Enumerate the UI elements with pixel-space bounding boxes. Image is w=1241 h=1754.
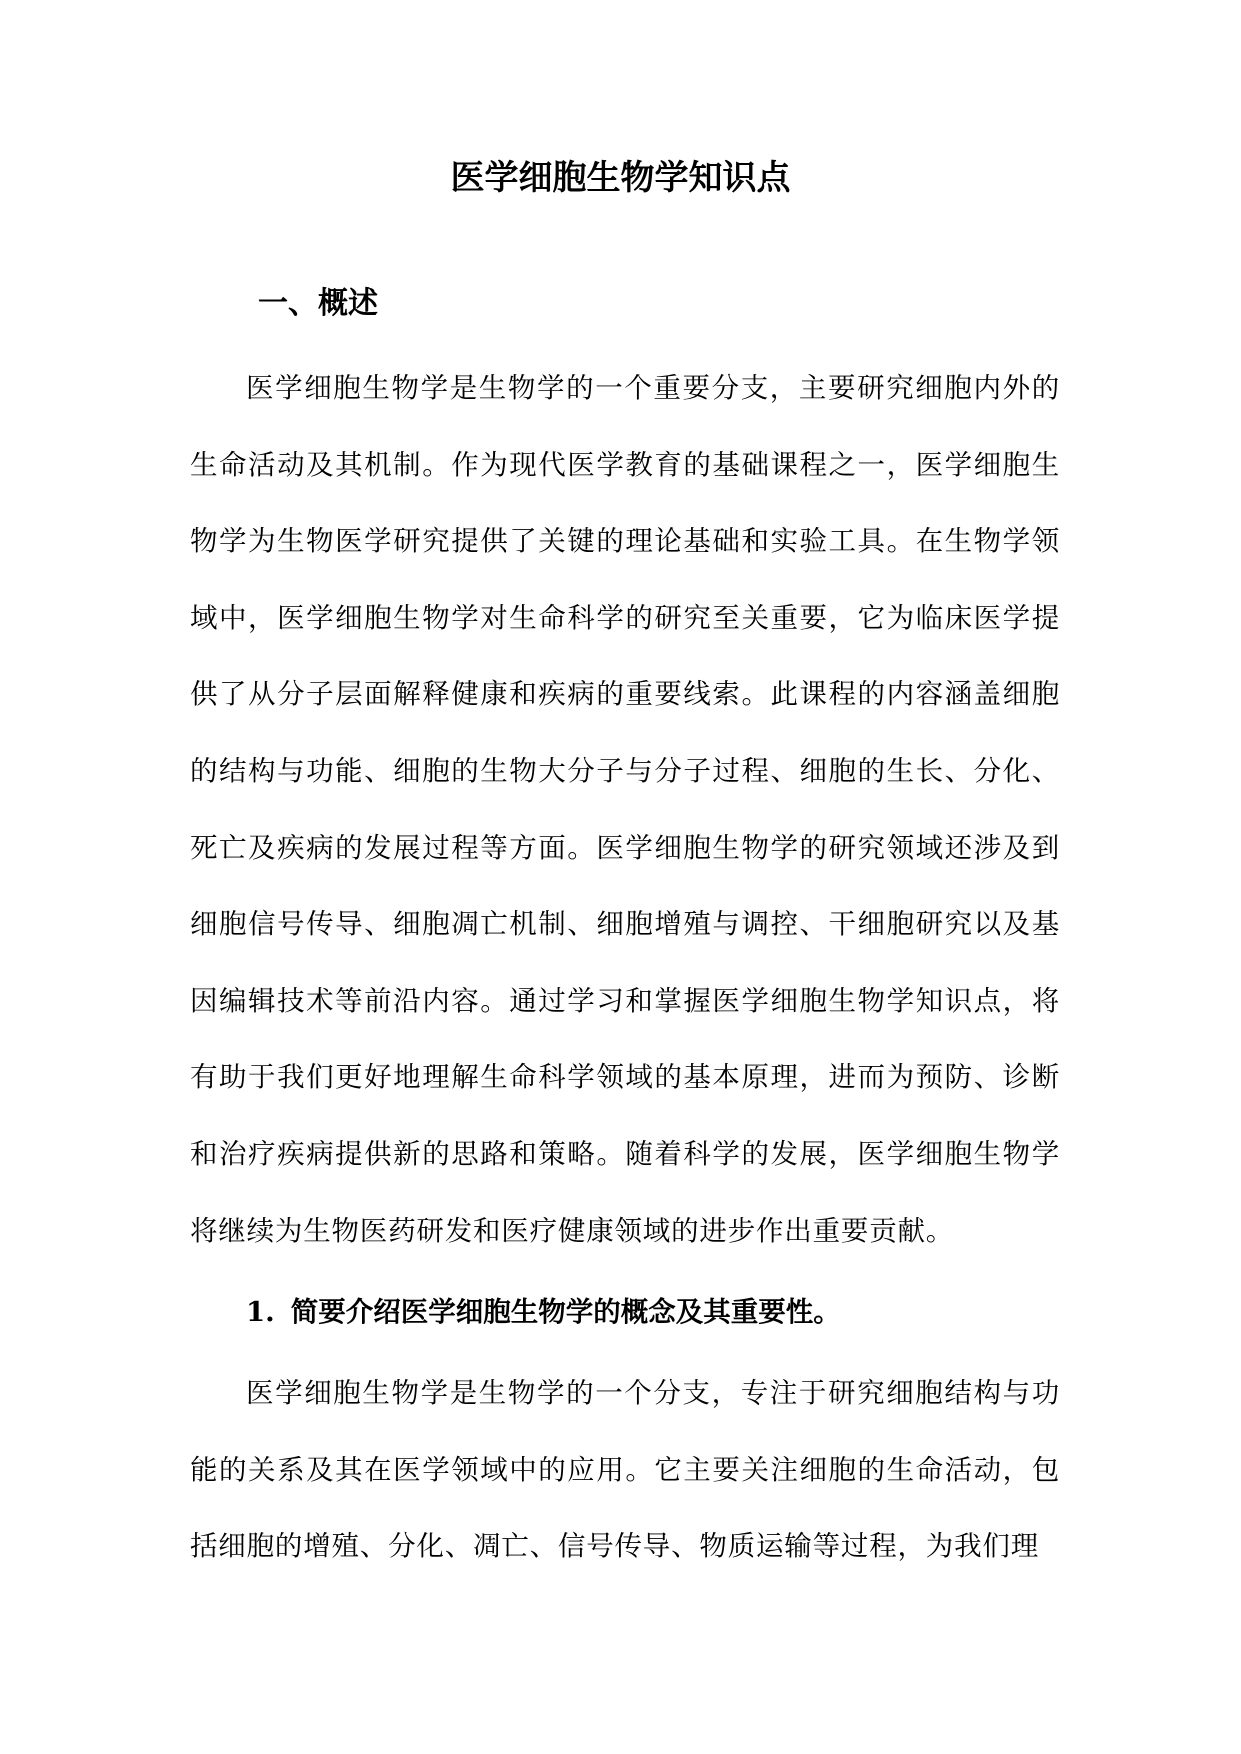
overview-paragraph: 医学细胞生物学是生物学的一个重要分支，主要研究细胞内外的生命活动及其机制。作为现代医学教育的基础课程之一，医学细胞生物学为生物医学研究提供了关键的理论基础和实验工具。在生物学领域中，医学细胞生物学对生命科学的研究至关重要，它为临床医学提供了从分子层面解释健康和疾病的重要线索。此课程的内容涵盖细胞的结构与功能、细胞的生物大分子与分子过程、细胞的生长、分化、死亡及疾病的发展过程等方面。医学细胞生物学的研究领域还涉及到细胞信号传导、细胞凋亡机制、细胞增殖与调控、干细胞研究以及基因编辑技术等前沿内容。通过学习和掌握医学细胞生物学知识点，将有助于我们更好地理解生命科学领域的基本原理，进而为预防、诊断和治疗疾病提供新的思路和策略。随着科学的发展，医学细胞生物学将继续为生物医药研发和医疗健康领域的进步作出重要贡献。 [190,372,1060,1247]
subsection-heading-text: 简要介绍医学细胞生物学的概念及其重要性。 [290,1296,841,1328]
document-title: 医学细胞生物学知识点 [450,158,791,198]
subsection-heading [246,1282,841,1342]
section-heading-overview: 一、概述 [258,286,378,321]
subsection-paragraph: 医学细胞生物学是生物学的一个分支，专注于研究细胞结构与功能的关系及其在医学领域中的应用。它主要关注细胞的生命活动，包括细胞的增殖、分化、凋亡、信号传导、物质运输等过程，为我们理 [190,1377,1060,1563]
subsection-number: 1. [246,1296,275,1328]
